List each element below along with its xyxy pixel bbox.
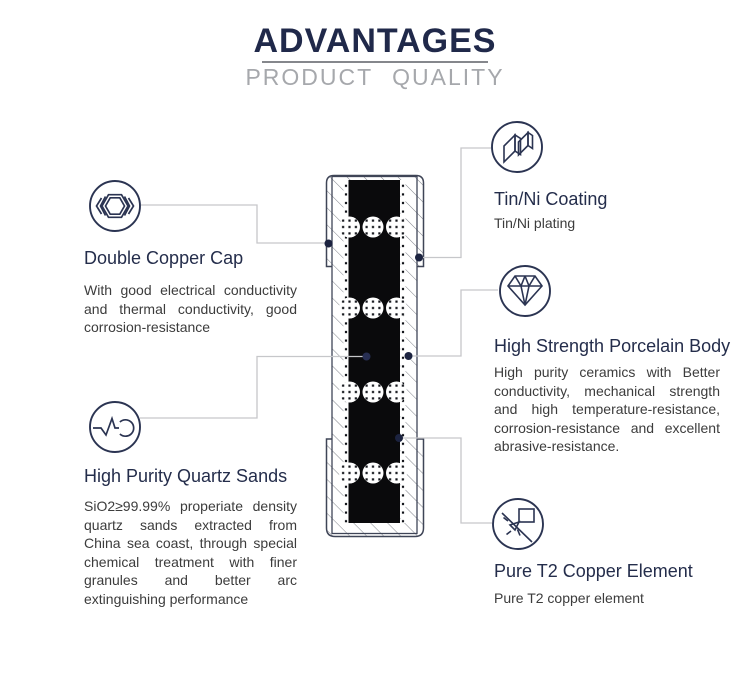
feature-body-porcelain: High purity ceramics with Better conductivity, mechanical strength and high temperature-resistance, corrosion-resistance and excellent abrasive-resistance. — [494, 364, 720, 454]
page-title: ADVANTAGES — [253, 22, 497, 60]
feature-title-porcelain: High Strength Porcelain Body — [494, 336, 731, 356]
scraper-tool-icon — [491, 497, 545, 551]
feature-title-double-copper-cap: Double Copper Cap — [84, 248, 244, 268]
diamond-icon — [498, 264, 552, 318]
connector-porcelain-body — [411, 290, 498, 356]
connector-tin-ni — [423, 148, 491, 258]
feature-title-t2-copper: Pure T2 Copper Element — [494, 561, 693, 581]
feature-body-quartz-sands: SiO2≥99.99% properiate density quartz sands extracted from China sea coast, through special chemical treatment with finer granules and better arc extinguishing performance — [84, 498, 297, 607]
connector-double-copper-cap — [141, 205, 325, 243]
feature-body-t2-copper: Pure T2 copper element — [494, 590, 644, 606]
hex-nut-icon — [88, 179, 142, 233]
feature-body-tin-ni: Tin/Ni plating — [494, 215, 576, 231]
feature-body-double-copper-cap: With good electrical conductivity and thermal conductivity, good corrosion-resistance — [84, 282, 297, 335]
wave-pulse-icon — [88, 400, 142, 454]
feature-title-tin-ni: Tin/Ni Coating — [494, 189, 608, 209]
page-subtitle: PRODUCT QUALITY — [245, 64, 505, 90]
feature-title-quartz-sands: High Purity Quartz Sands — [84, 466, 288, 486]
connector-quartz-sands — [140, 357, 363, 419]
folded-sheet-icon — [490, 120, 544, 174]
